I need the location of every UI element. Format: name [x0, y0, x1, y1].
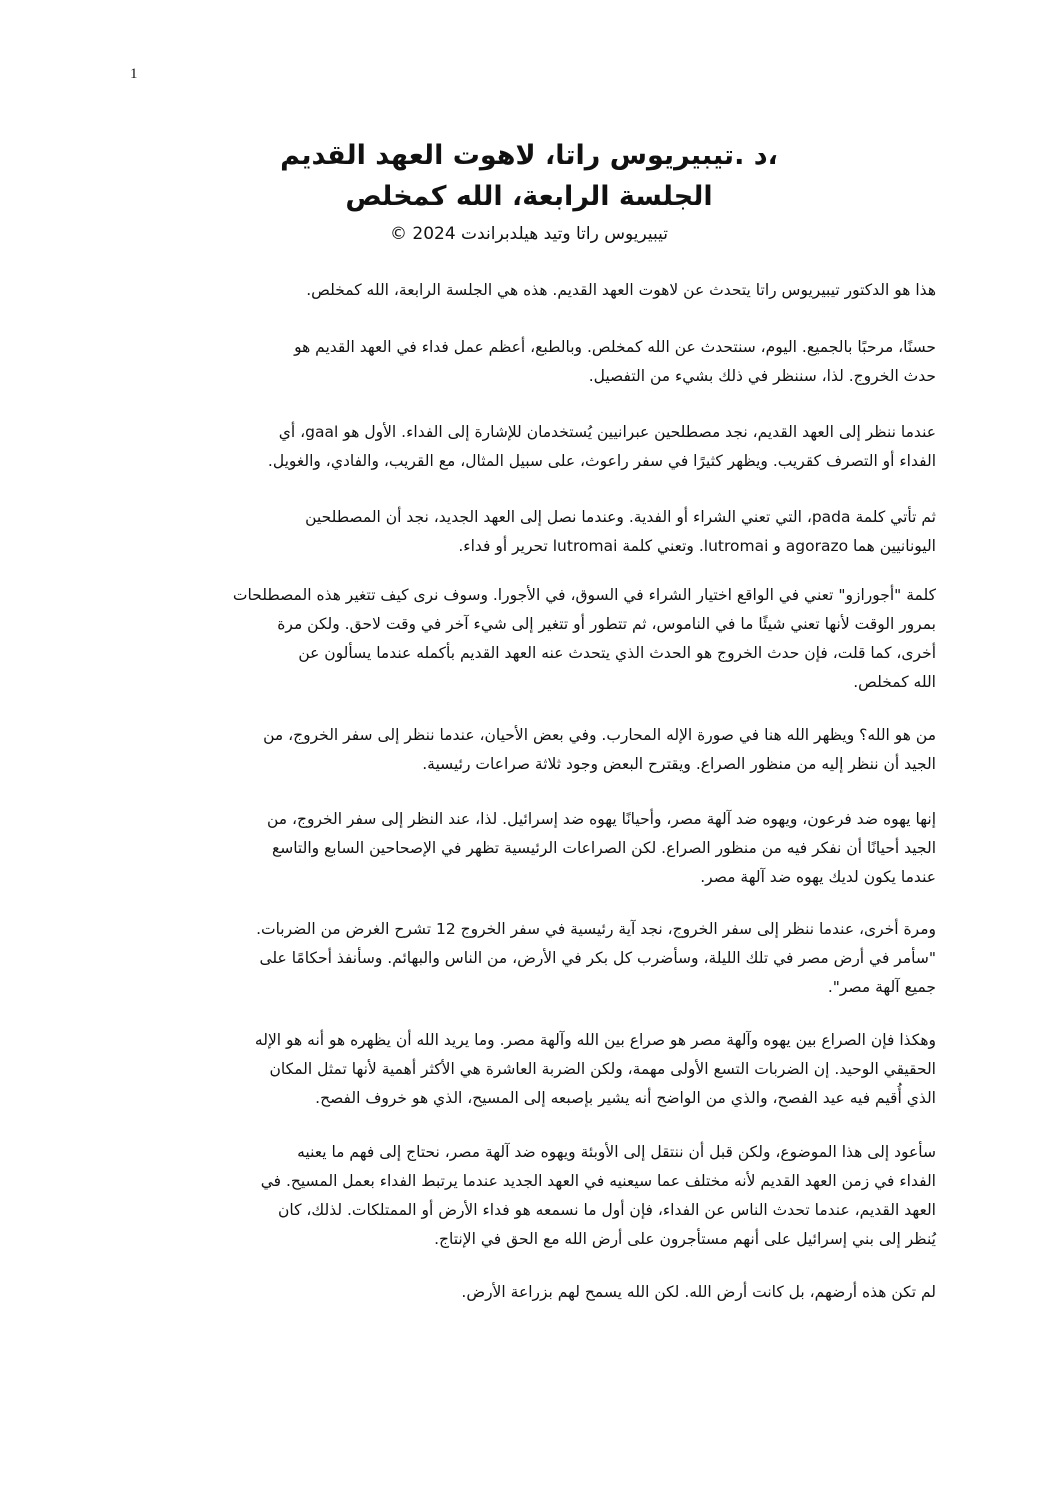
copyright-subtitle: تيبيريوس راتا وتيد هيلدبراندت 2024 © — [389, 224, 669, 244]
paragraph — [116, 721, 936, 779]
paragraph-line: سأعود إلى هذا الموضوع، ولكن قبل أن ننتقل إلى الأوبئة ويهوه ضد آلهة مصر، نحتاج إلى فهم ما يعنيه — [297, 1143, 936, 1161]
paragraph-line: ثم تأتي كلمة pada، التي تعني الشراء أو الفدية. وعندما نصل إلى العهد الجديد، نجد أن المصطلحين — [305, 508, 936, 526]
paragraph-line: أخرى، كما قلت، فإن حدث الخروج هو الحدث الذي يتحدث عنه العهد القديم بأكمله عندما يسألون عن — [298, 644, 936, 662]
paragraph-line: يُنظر إلى بني إسرائيل على أنهم مستأجرون على أرض الله مع الحق في الإنتاج. — [434, 1230, 936, 1248]
paragraph-line: بمرور الوقت لأنها تعني شيئًا ما في الناموس، ثم تتطور أو تتغير إلى شيء آخر في وقت لاحق. ولكن مرة — [277, 615, 936, 633]
paragraph — [116, 1026, 936, 1113]
paragraph-line: اليونانيين هما agorazo و lutromai. وتعني كلمة lutromai تحرير أو فداء. — [458, 537, 936, 555]
paragraph-line: إنها يهوه ضد فرعون، ويهوه ضد آلهة مصر، وأحيانًا يهوه ضد إسرائيل. لذا، عند النظر إلى سفر الخروج، من — [266, 810, 936, 828]
document-title-line-1: ،د .تيبيريوس راتا، لاهوت العهد القديم — [280, 140, 778, 171]
document-title-line-2: الجلسة الرابعة، الله كمخلص — [345, 181, 713, 212]
paragraph-line: لم تكن هذه أرضهم، بل كانت أرض الله. لكن الله يسمح لهم بزراعة الأرض. — [461, 1283, 936, 1301]
paragraph-line: جميع آلهة مصر". — [827, 978, 936, 996]
paragraph — [116, 418, 936, 476]
paragraph — [116, 503, 936, 561]
page-number: 1 — [130, 66, 138, 82]
paragraph-line: الذي أُقيم فيه عيد الفصح، والذي من الواضح أنه يشير بإصبعه إلى المسيح، الذي هو خروف الفصح. — [315, 1089, 936, 1107]
paragraph-line: عندما يكون لديك يهوه ضد آلهة مصر. — [700, 868, 936, 886]
paragraph-line: الفداء أو التصرف كقريب. ويظهر كثيرًا في سفر راعوث، على سبيل المثال، مع القريب، والفادي، والغويل. — [267, 452, 936, 470]
paragraph — [116, 1138, 936, 1254]
paragraph — [116, 581, 936, 697]
paragraph-line: من هو الله؟ ويظهر الله هنا في صورة الإله المحارب. وفي بعض الأحيان، عندما ننظر إلى سفر الخروج، من — [263, 726, 936, 744]
paragraph — [116, 805, 936, 892]
paragraph-line: الجيد أحيانًا أن نفكر فيه من منظور الصراع. لكن الصراعات الرئيسية تظهر في الإصحاحين السابع والتاسع — [271, 839, 936, 857]
paragraph-line: حدث الخروج. لذا، سننظر في ذلك بشيء من التفصيل. — [588, 367, 936, 385]
paragraph-line: كلمة "أجورازو" تعني في الواقع اختيار الشراء في السوق، في الأجورا. وسوف نرى كيف تتغير هذه المصطلحات — [232, 586, 936, 604]
paragraph-line: ومرة أخرى، عندما ننظر إلى سفر الخروج، نجد آية رئيسية في سفر الخروج 12 تشرح الغرض من الضربات. — [256, 920, 936, 938]
paragraph-line: الحقيقي الوحيد. إن الضربات التسع الأولى مهمة، ولكن الضربة العاشرة هي الأكثر أهمية لأنها تمثل المكان — [269, 1060, 936, 1078]
paragraph-line: العهد القديم، عندما تحدث الناس عن الفداء، فإن أول ما نسمعه هو فداء الأرض أو الممتلكات. لذلك، كان — [278, 1201, 936, 1219]
paragraph — [116, 915, 936, 1002]
paragraph-line: حسنًا، مرحبًا بالجميع. اليوم، سنتحدث عن الله كمخلص. وبالطبع، أعظم عمل فداء في العهد القديم هو — [294, 338, 936, 356]
paragraph-line: "سأمر في أرض مصر في تلك الليلة، وسأضرب كل بكر في الأرض، من الناس والبهائم. وسأنفذ أحكامًا على — [259, 949, 936, 967]
paragraph-line: الله كمخلص. — [853, 673, 936, 691]
paragraph-line: عندما ننظر إلى العهد القديم، نجد مصطلحين عبرانيين يُستخدمان للإشارة إلى الفداء. الأول هو gaal، أي — [278, 423, 936, 441]
paragraph-line: وهكذا فإن الصراع بين يهوه وآلهة مصر هو صراع بين الله وآلهة مصر. وما يريد الله أن يظهره هو أنه هو الإله — [254, 1031, 936, 1049]
paragraph-line: الفداء في زمن العهد القديم لأنه مختلف عما سيعنيه في العهد الجديد عندما يرتبط الفداء بعمل المسيح. في — [260, 1172, 936, 1190]
paragraph-line: هذا هو الدكتور تيبيريوس راتا يتحدث عن لاهوت العهد القديم. هذه هي الجلسة الرابعة، الله كمخلص. — [306, 281, 936, 299]
paragraph — [116, 276, 936, 305]
paragraph-line: الجيد أن ننظر إليه من منظور الصراع. ويقترح البعض وجود ثلاثة صراعات رئيسية. — [422, 755, 936, 773]
paragraph — [116, 333, 936, 391]
paragraph — [116, 1278, 936, 1307]
